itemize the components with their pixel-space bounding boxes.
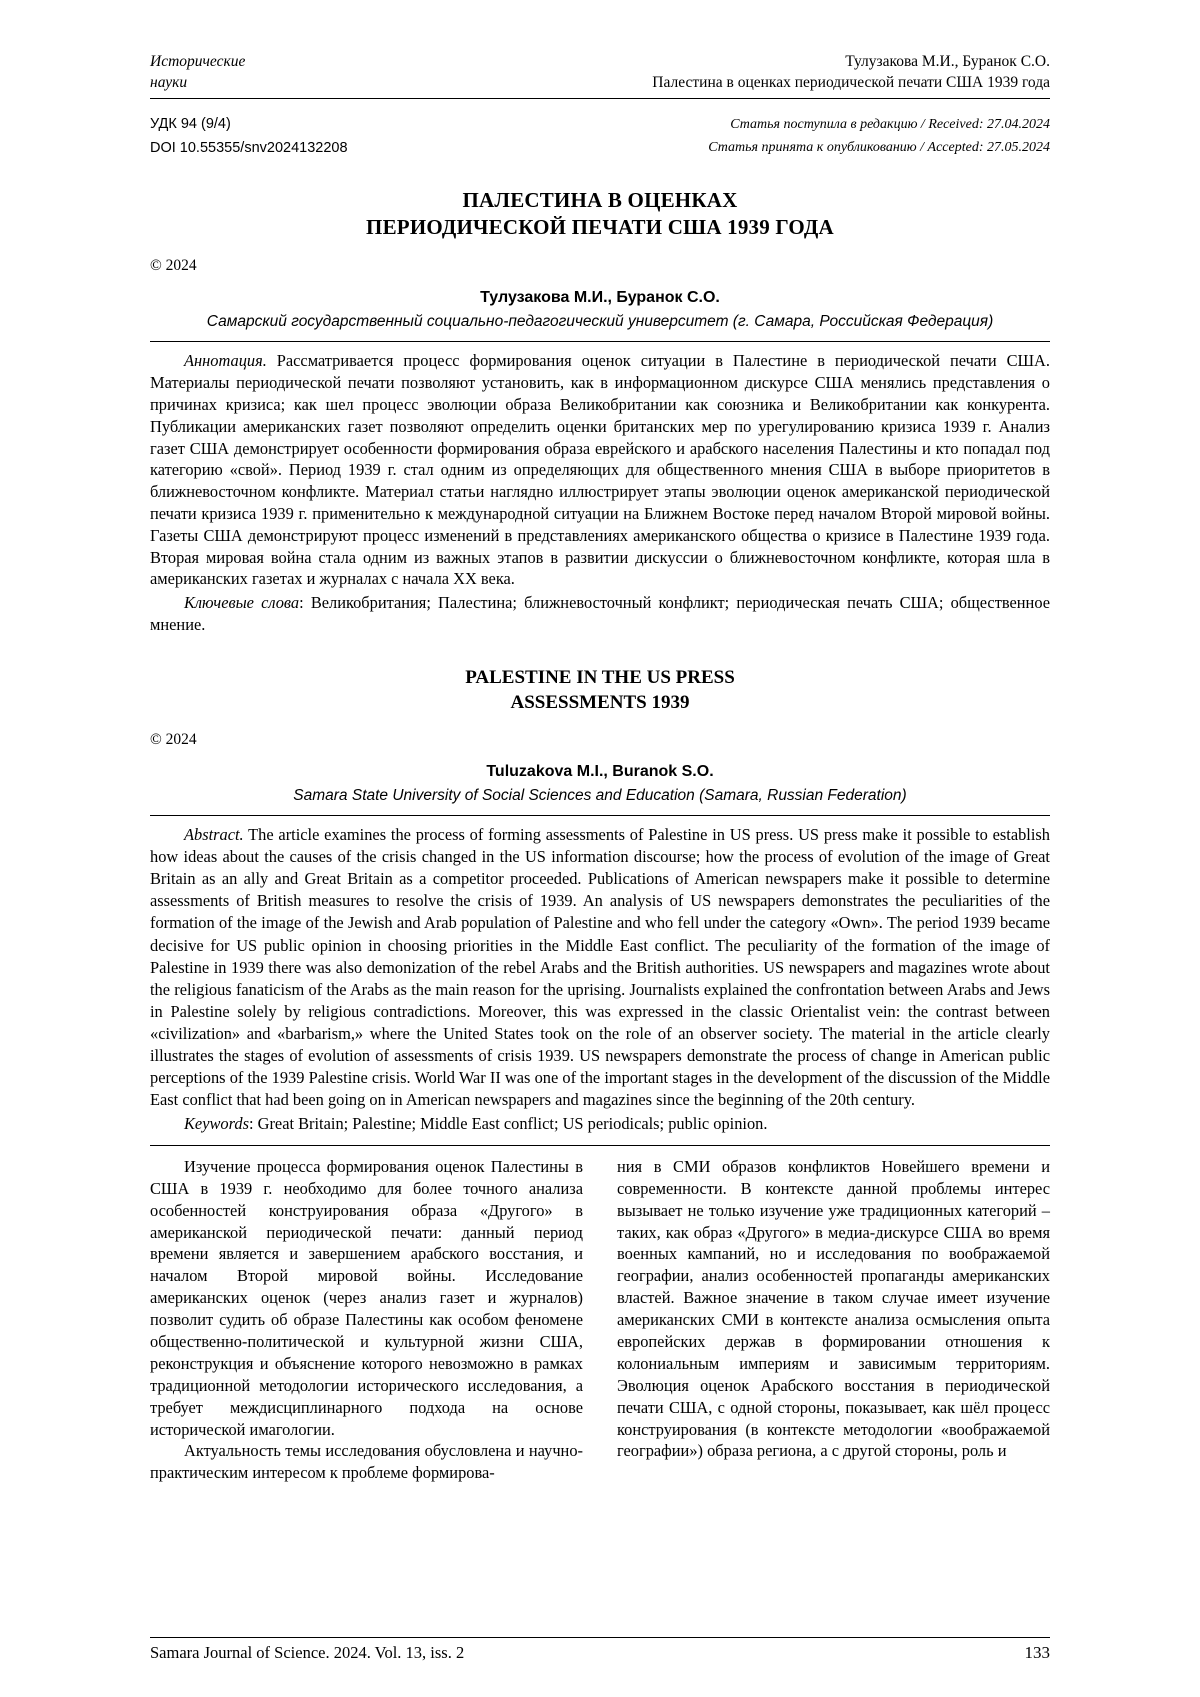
body-paragraph: Изучение процесса формирования оценок Палестины в США в 1939 г. необходимо для более точного анализа особенностей конструирования образа «Другого» в американской периодической печати: данный период времени является и завершением арабского восстания, и началом Второй мировой войны. Исследование американских оценок (через анализ газет и журналов) позволит судить об образе Палестины как особом феномене общественно-политической и культурной жизни США, реконструкция и объяснение которого невозможно в рамках традиционной методологии исторического исследования, а требует междисциплинарного подхода на основе исторической имагологии. — [150, 1156, 583, 1439]
footer-journal: Samara Journal of Science. 2024. Vol. 13, iss. 2 — [150, 1643, 465, 1662]
keywords-label-ru: Ключевые слова — [184, 593, 300, 613]
body-column-right — [617, 1156, 1050, 1484]
footer-divider — [150, 1637, 1050, 1638]
article-meta — [150, 113, 1050, 161]
page-title-en — [150, 666, 1050, 715]
authors-en: Tuluzakova M.I., Buranok S.O. — [486, 763, 714, 781]
body-columns — [150, 1156, 1050, 1484]
body-divider — [150, 1145, 1050, 1146]
abstract-text-en: The article examines the process of forming assessments of Palestine in US press. US press make it possible to establish how ideas about the causes of the crisis changed in the US information discourse; how the process of evolution of the image of Great Britain as an ally and Great Britain as a competitor proceeded. Publications of American newspapers make it possible to determine assessments of British measures to resolve the crisis of 1939. An analysis of US newspapers demonstrates the peculiarities of the formation of the image of the Jewish and Arab population of Palestine and who fell under the category «Own». The period 1939 became decisive for US public opinion in choosing priorities in the Middle East conflict. The peculiarity of the formation of the image of Palestine in 1939 there was also demonization of the rebel Arabs and the British authorities. US newspapers and magazines wrote about the religious fanaticism of the Arabs as the main reason for the uprising. Journalists explained the confrontation between Arabs and Jews in Palestine solely by religious contradictions. Moreover, this was expressed in the classic Orientalist vein: the contrast between «civilization» and «barbarism,» where the United States took on the role of an observer society. The material in the article clearly illustrates the stages of evolution of assessments of crisis 1939. US newspapers demonstrate the process of change in American public perceptions of the 1939 Palestine crisis. World War II was one of the important stages in the development of the discussion of the Middle East conflict that had been going on in American newspapers and magazines since the beginning of the 20th century. — [150, 825, 1050, 1109]
doi-code[interactable]: DOI 10.55355/snv2024132208 — [150, 139, 348, 156]
body-column-left — [150, 1156, 583, 1484]
page-number: 133 — [1024, 1643, 1050, 1662]
received-date: Статья поступила в редакцию / Received: 27.04.2024 — [730, 116, 1050, 132]
running-head-left — [150, 52, 510, 94]
header-divider — [150, 98, 1050, 99]
accepted-date: Статья принята к опубликованию / Accepted: 27.05.2024 — [708, 139, 1050, 155]
copyright-ru: © 2024 — [150, 257, 197, 275]
running-head-left-line1: Исторические — [150, 53, 246, 70]
body-paragraph: ния в СМИ образов конфликтов Новейшего времени и современности. В контексте данной проблемы интерес вызывает не только изучение уже традиционных категорий – таких, как образ «Другого» в медиа-дискурсе США во время военных кампаний, но и исследования по воображаемой географии, анализ особенностей пропаганды американских властей. Важное значение в таком случае имеет изучение американских СМИ в контексте анализа осмысления опыта европейских держав в формировании отношения к колониальным империям и зависимым территориям. Эволюция оценок Арабского восстания в периодической печати США, с одной стороны, показывает, как шёл процесс конструирования (в контексте методологии «воображаемой географии») образа региона, а с другой стороны, роль и — [617, 1156, 1050, 1461]
running-head-right-line1: Тулузакова М.И., Буранок С.О. — [845, 53, 1050, 70]
running-head-right — [510, 52, 1050, 94]
abstract-divider-ru — [150, 341, 1050, 342]
abstract-text-ru: Рассматривается процесс формирования оценок ситуации в Палестине в периодической печати США. Материалы периодической печати позволяют установить, как в информационном дискурсе США менялись представления о причинах кризиса; как шел процесс эволюции образа Великобритании как союзника и Великобритании как конкурента. Публикации американских газет позволяют определить оценки британских мер по урегулированию кризиса 1939 г. Анализ газет США демонстрирует особенности формирования образа еврейского и арабского населения Палестины и кто попадал под категорию «свой». Период 1939 г. стал одним из определяющих для общественного мнения США в выборе приоритетов в ближневосточном конфликте. Материал статьи наглядно иллюстрирует этапы эволюции оценок американской периодической печати кризиса 1939 г. применительно к международной ситуации на Ближнем Востоке перед началом Второй мировой войны. Газеты США демонстрируют процесс изменений в представлениях американского общества о кризисе в Палестине 1939 года. Вторая мировая война стала одним из важных этапов в развитии дискуссии о ближневосточном конфликте, которая шла в американских газетах и журналах с начала XX века. — [150, 351, 1050, 589]
keywords-en — [150, 1113, 1050, 1135]
affiliation-en: Samara State University of Social Sciences and Education (Samara, Russian Federation) — [293, 787, 907, 805]
abstract-en — [150, 824, 1050, 1111]
running-head — [150, 52, 1050, 94]
keywords-label-en: Keywords — [184, 1114, 249, 1134]
keywords-text-en: : Great Britain; Palestine; Middle East conflict; US periodicals; public opinion. — [248, 1114, 768, 1134]
page-footer — [150, 1637, 1050, 1663]
running-head-right-line2: Палестина в оценках периодической печати США 1939 года — [652, 73, 1050, 91]
title-en-line1: PALESTINE IN THE US PRESS — [465, 666, 735, 688]
title-ru-line1: ПАЛЕСТИНА В ОЦЕНКАХ — [462, 187, 738, 212]
abstract-divider-en — [150, 815, 1050, 816]
running-head-left-line2: науки — [150, 73, 188, 91]
abstract-label-en: Abstract. — [184, 825, 244, 845]
abstract-ru — [150, 350, 1050, 590]
english-section — [150, 666, 1050, 1135]
meta-dates — [708, 113, 1050, 161]
abstract-label-ru: Аннотация. — [184, 351, 267, 371]
udk-code: УДК 94 (9/4) — [150, 115, 231, 132]
copyright-en: © 2024 — [150, 731, 197, 749]
keywords-ru — [150, 592, 1050, 636]
authors-ru: Тулузакова М.И., Буранок С.О. — [480, 289, 720, 307]
keywords-text-ru: : Великобритания; Палестина; ближневосточный конфликт; периодическая печать США; общественное мнение. — [150, 593, 1050, 635]
title-ru-line2: ПЕРИОДИЧЕСКОЙ ПЕЧАТИ США 1939 ГОДА — [366, 214, 834, 239]
title-en-line2: ASSESSMENTS 1939 — [510, 691, 690, 713]
meta-identifiers — [150, 113, 348, 161]
body-paragraph: Актуальность темы исследования обусловлена и научно-практическим интересом к проблеме формирова- — [150, 1441, 583, 1483]
affiliation-ru: Самарский государственный социально-педагогический университет (г. Самара, Российская Федерация) — [206, 313, 994, 331]
page-title-ru — [150, 187, 1050, 242]
